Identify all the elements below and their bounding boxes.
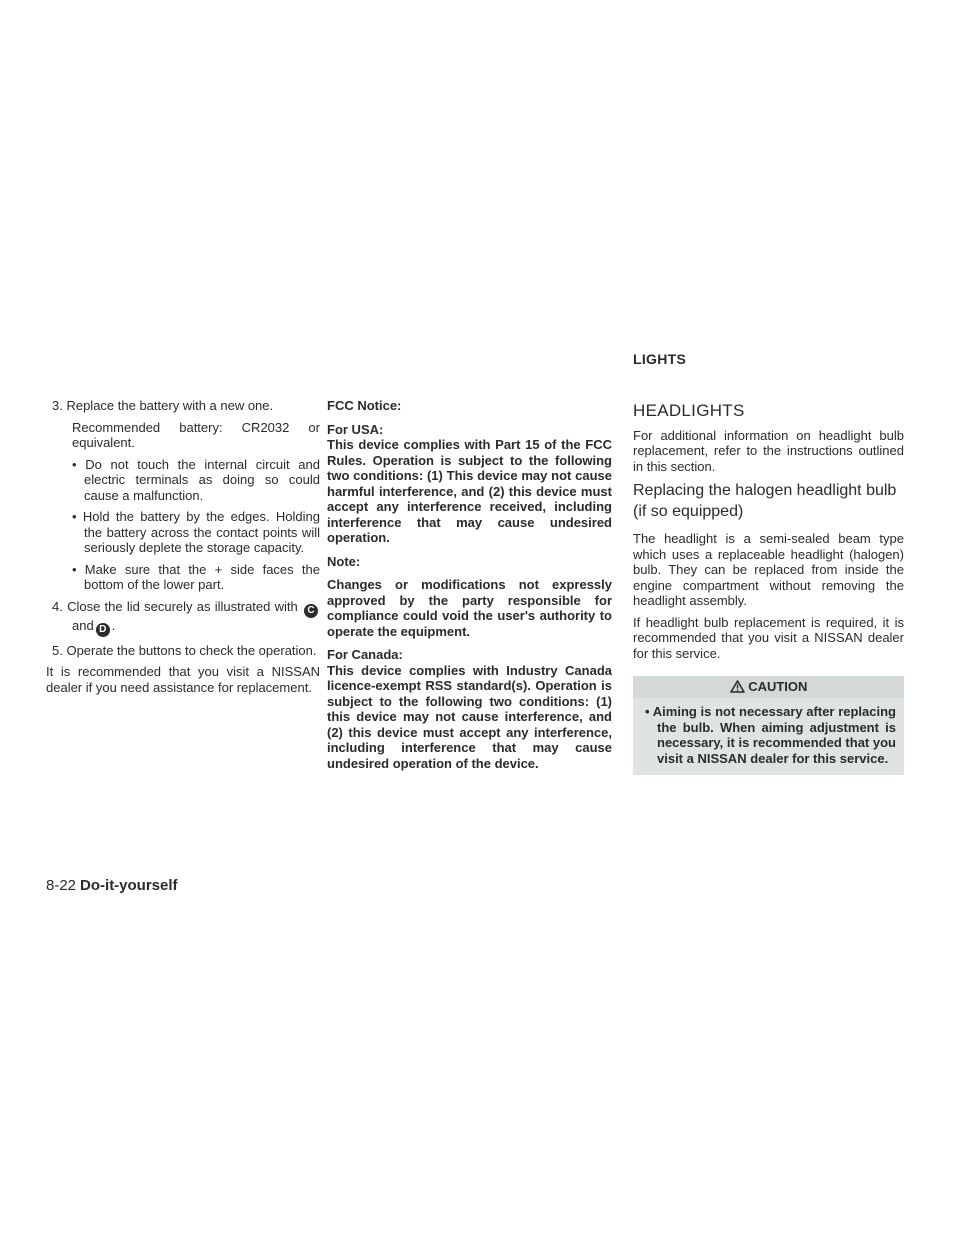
replacing-title: Replacing the halogen headlight bulb (if so equipped) — [633, 482, 897, 520]
recommended-battery: Recommended battery: CR2032 or equivalent. — [72, 419, 320, 450]
column-1 — [46, 398, 320, 701]
page-footer — [46, 877, 178, 894]
caution-box — [633, 676, 904, 775]
column-2 — [327, 398, 612, 779]
caution-text: • Aiming is not necessary after replacing the bulb. When aiming adjustment is necessary, it is recommended that you visit a NISSAN dealer for this service. — [645, 704, 896, 766]
callout-c-icon: C — [304, 604, 318, 618]
callout-d-icon: D — [96, 623, 110, 637]
caution-label: CAUTION — [748, 679, 808, 694]
chapter-title: Do-it-yourself — [80, 877, 178, 894]
note-heading: Note: — [327, 553, 361, 569]
replacing-text-1: The headlight is a semi-sealed beam type which uses a replaceable headlight (halogen) bulb. They can be replaced from inside the engine compartment without removing the headlight assembly. — [633, 531, 904, 608]
headlights-title: HEADLIGHTS — [633, 401, 745, 420]
for-canada-heading: For Canada: — [327, 647, 403, 662]
page-number: 8-22 — [46, 877, 77, 894]
fcc-notice-heading: FCC Notice: — [327, 398, 402, 413]
bullet-item: • Hold the battery by the edges. Holding the battery across the contact points will seriously deplete the storage capacity. — [72, 509, 320, 555]
caution-header — [633, 676, 904, 698]
step-5: 5. Operate the buttons to check the operation. — [52, 642, 317, 658]
step-3: 3. Replace the battery with a new one. — [52, 398, 274, 413]
canada-text: This device complies with Industry Canada licence-exempt RSS standard(s). Operation is subject to the following two conditions: (1) this device may not cause interference, and (2) this device must accept any interference, including interference that may cause undesired operation of the device. — [327, 662, 612, 771]
for-usa-heading: For USA: — [327, 421, 384, 437]
bullet-item: • Do not touch the internal circuit and electric terminals as doing so could cause a malfunction. — [72, 456, 320, 503]
closing-paragraph: It is recommended that you visit a NISSAN dealer if you need assistance for replacement. — [46, 664, 320, 695]
step-4-and: and — [72, 617, 94, 633]
usa-text: This device complies with Part 15 of the FCC Rules. Operation is subject to the following two conditions: (1) This device may not cause harmful interference, and (2) this device must accept any interference received, including interference that may cause undesired operation. — [327, 437, 612, 545]
replacing-text-2: If headlight bulb replacement is required, it is recommended that you visit a NISSAN dealer for this service. — [633, 614, 904, 661]
caution-body — [633, 698, 904, 775]
step-4 — [46, 599, 320, 637]
section-title: LIGHTS — [633, 351, 687, 367]
bullet-item: • Make sure that the + side faces the bottom of the lower part. — [72, 561, 320, 592]
warning-triangle-icon — [730, 679, 749, 694]
step-4-end: . — [111, 617, 116, 633]
step-4-text: 4. Close the lid securely as illustrated with — [52, 598, 298, 614]
note-text: Changes or modifications not expressly approved by the party responsible for compliance could void the user's authority to operate the equipment. — [327, 577, 612, 639]
column-3 — [633, 398, 904, 775]
headlights-text: For additional information on headlight bulb replacement, refer to the instructions outlined in this section. — [633, 427, 904, 474]
